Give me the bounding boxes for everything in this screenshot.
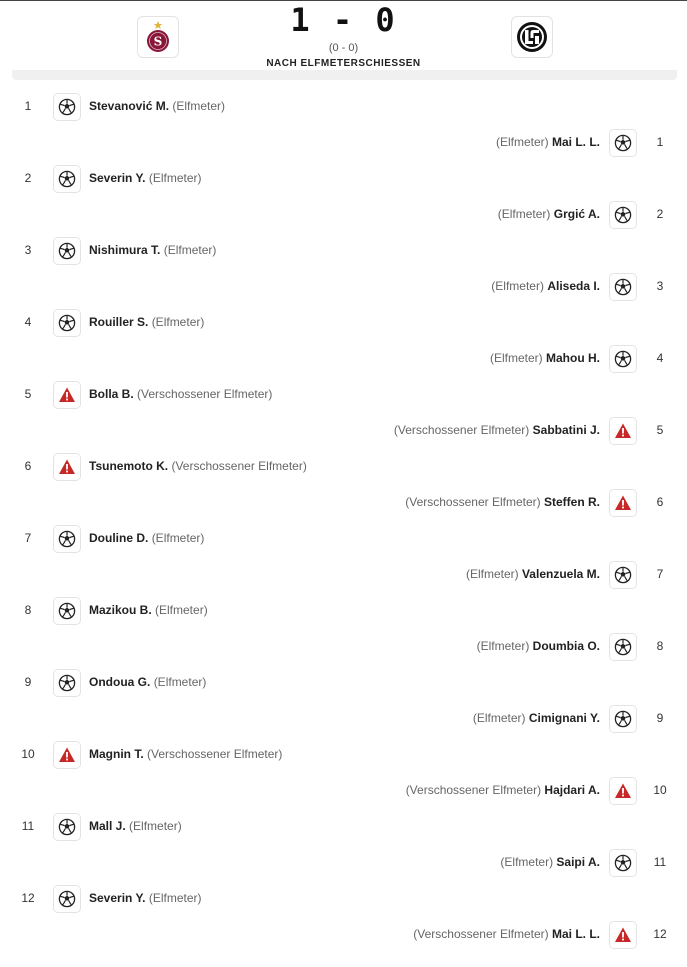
penalty-type: (Elfmeter): [151, 531, 205, 545]
penalty-number: 11: [653, 855, 667, 869]
header-divider: [12, 70, 677, 80]
missed-penalty-icon: [58, 458, 76, 476]
penalty-icon-box[interactable]: [53, 741, 81, 769]
penalty-number: 9: [24, 675, 32, 689]
player-name[interactable]: Magnin T.: [89, 747, 144, 761]
penalty-row-away: [0, 701, 687, 737]
soccer-ball-icon: [58, 674, 76, 692]
penalty-text: [491, 279, 600, 293]
penalty-number: 2: [656, 207, 664, 221]
penalty-number: 9: [656, 711, 664, 725]
penalty-icon-box[interactable]: [53, 525, 81, 553]
svg-text:S: S: [153, 34, 163, 49]
penalty-row-away: [0, 413, 687, 449]
penalty-icon-box[interactable]: [53, 813, 81, 841]
player-name[interactable]: Hajdari A.: [544, 783, 600, 797]
player-name[interactable]: Nishimura T.: [89, 243, 161, 257]
penalty-type: (Elfmeter): [148, 891, 202, 905]
penalty-row-home: [0, 305, 687, 341]
penalty-type: (Elfmeter): [155, 603, 208, 617]
soccer-ball-icon: [58, 170, 76, 188]
penalty-type: (Verschossener Elfmeter): [171, 459, 307, 473]
penalty-type: (Elfmeter): [129, 819, 182, 833]
penalty-type: (Elfmeter): [495, 135, 549, 149]
penalty-row-home: [0, 233, 687, 269]
penalty-row-away: [0, 773, 687, 809]
penalty-number: 7: [24, 531, 32, 545]
penalty-icon-box[interactable]: [609, 201, 637, 229]
penalty-type: (Elfmeter): [163, 243, 217, 257]
penalty-icon-box[interactable]: [53, 237, 81, 265]
match-header: [0, 0, 687, 72]
penalty-row-home: [0, 89, 687, 125]
penalty-type: (Elfmeter): [153, 675, 207, 689]
missed-penalty-icon: [614, 782, 632, 800]
penalty-row-home: [0, 593, 687, 629]
player-name[interactable]: Valenzuela M.: [521, 567, 600, 581]
soccer-ball-icon: [614, 854, 632, 872]
penalty-number: 6: [656, 495, 664, 509]
penalty-icon-box[interactable]: [609, 129, 637, 157]
penalty-row-home: [0, 665, 687, 701]
penalty-row-home: [0, 881, 687, 917]
penalty-row-home: [0, 809, 687, 845]
penalty-text: [406, 783, 600, 797]
penalty-text: [89, 171, 202, 185]
penalty-number: 11: [21, 819, 35, 833]
penalty-row-away: [0, 557, 687, 593]
missed-penalty-icon: [58, 746, 76, 764]
penalty-number: 12: [21, 891, 35, 905]
soccer-ball-icon: [58, 530, 76, 548]
penalty-type: (Elfmeter): [489, 351, 543, 365]
penalty-number: 3: [656, 279, 664, 293]
player-name[interactable]: Steffen R.: [543, 495, 600, 509]
match-score: 1 - 0: [290, 1, 397, 39]
penalty-type: (Elfmeter): [491, 279, 544, 293]
penalty-type: (Verschossener Elfmeter): [413, 927, 549, 941]
penalty-number: 1: [656, 135, 664, 149]
match-status: NACH ELFMETERSCHIESSEN: [266, 58, 421, 69]
penalty-number: 3: [24, 243, 32, 257]
penalty-row-home: [0, 737, 687, 773]
soccer-ball-icon: [58, 890, 76, 908]
penalty-type: (Elfmeter): [151, 315, 205, 329]
soccer-ball-icon: [614, 206, 632, 224]
player-name[interactable]: Aliseda I.: [547, 279, 600, 293]
penalty-icon-box[interactable]: [53, 885, 81, 913]
penalty-text: [89, 819, 182, 833]
penalty-number: 5: [656, 423, 664, 437]
missed-penalty-icon: [614, 494, 632, 512]
soccer-ball-icon: [614, 350, 632, 368]
penalty-icon-box[interactable]: [609, 705, 637, 733]
penalty-row-home: [0, 161, 687, 197]
penalty-text: [89, 315, 204, 329]
penalty-type: (Elfmeter): [476, 639, 530, 653]
penalty-icon-box[interactable]: [53, 669, 81, 697]
penalty-icon-box[interactable]: [609, 273, 637, 301]
player-name[interactable]: Rouiller S.: [89, 315, 149, 329]
penalty-type: (Verschossener Elfmeter): [405, 495, 541, 509]
penalty-icon-box[interactable]: [609, 777, 637, 805]
missed-penalty-icon: [614, 422, 632, 440]
penalty-icon-box[interactable]: [53, 165, 81, 193]
penalty-row-away: [0, 917, 687, 953]
penalty-text: [89, 747, 282, 761]
penalty-icon-box[interactable]: [609, 561, 637, 589]
player-name[interactable]: Mall J.: [89, 819, 126, 833]
penalty-icon-box[interactable]: [609, 849, 637, 877]
penalty-text: [89, 531, 204, 545]
penalty-icon-box[interactable]: [609, 633, 637, 661]
penalty-type: (Verschossener Elfmeter): [405, 783, 542, 797]
player-name[interactable]: Tsunemoto K.: [89, 459, 169, 473]
penalty-row-home: [0, 521, 687, 557]
penalty-number: 5: [24, 387, 32, 401]
player-name[interactable]: Mazikou B.: [89, 603, 152, 617]
penalty-text: [394, 423, 600, 437]
player-name[interactable]: Mahou H.: [546, 351, 600, 365]
penalty-type: (Verschossener Elfmeter): [137, 387, 273, 401]
penalty-number: 10: [21, 747, 35, 761]
penalty-number: 8: [656, 639, 664, 653]
penalty-number: 2: [24, 171, 32, 185]
penalty-icon-box[interactable]: [609, 489, 637, 517]
penalty-type: (Elfmeter): [465, 567, 519, 581]
penalty-text: [405, 495, 600, 509]
penalty-text: [89, 387, 272, 401]
soccer-ball-icon: [58, 242, 76, 260]
soccer-ball-icon: [58, 602, 76, 620]
player-name[interactable]: Ondoua G.: [89, 675, 151, 689]
penalty-type: (Elfmeter): [172, 99, 226, 113]
soccer-ball-icon: [614, 710, 632, 728]
penalty-text: [89, 99, 225, 113]
penalty-text: [89, 891, 202, 905]
player-name[interactable]: Stevanović M.: [89, 99, 170, 113]
penalty-text: [496, 135, 600, 149]
player-name[interactable]: Sabbatini J.: [532, 423, 600, 437]
away-team-logo[interactable]: [511, 16, 553, 58]
soccer-ball-icon: [58, 818, 76, 836]
penalty-number: 1: [24, 99, 32, 113]
penalty-text: [490, 351, 600, 365]
player-name[interactable]: Doumbia O.: [532, 639, 600, 653]
penalty-icon-box[interactable]: [53, 597, 81, 625]
soccer-ball-icon: [58, 314, 76, 332]
player-name[interactable]: Mai L. L.: [552, 135, 600, 149]
penalty-type: (Verschossener Elfmeter): [393, 423, 530, 437]
player-name[interactable]: Severin Y.: [89, 171, 146, 185]
penalty-row-home: [0, 377, 687, 413]
penalty-text: [473, 711, 600, 725]
penalty-number: 6: [24, 459, 32, 473]
penalty-number: 8: [24, 603, 32, 617]
penalty-text: [466, 567, 600, 581]
penalty-type: (Elfmeter): [500, 855, 554, 869]
penalty-icon-box[interactable]: [53, 381, 81, 409]
penalty-text: [89, 459, 307, 473]
penalty-row-away: [0, 197, 687, 233]
penalty-text: [89, 603, 208, 617]
player-name[interactable]: Douline D.: [89, 531, 149, 545]
penalty-icon-box[interactable]: [609, 345, 637, 373]
missed-penalty-icon: [614, 926, 632, 944]
penalty-text: [89, 243, 216, 257]
penalty-text: [89, 675, 206, 689]
penalty-number: 4: [656, 351, 664, 365]
svg-text:L: L: [531, 40, 533, 41]
soccer-ball-icon: [58, 98, 76, 116]
penalty-type: (Elfmeter): [148, 171, 202, 185]
soccer-ball-icon: [614, 566, 632, 584]
penalty-icon-box[interactable]: [609, 417, 637, 445]
penalty-type: (Elfmeter): [497, 207, 551, 221]
player-name[interactable]: Mai L. L.: [552, 927, 600, 941]
soccer-ball-icon: [614, 134, 632, 152]
missed-penalty-icon: [58, 386, 76, 404]
player-name[interactable]: Bolla B.: [89, 387, 134, 401]
penalty-type: (Elfmeter): [472, 711, 526, 725]
soccer-ball-icon: [614, 638, 632, 656]
player-name[interactable]: Grgić A.: [553, 207, 600, 221]
penalty-row-away: [0, 845, 687, 881]
penalty-number: 12: [653, 927, 667, 941]
player-name[interactable]: Cimignani Y.: [528, 711, 600, 725]
penalty-row-away: [0, 269, 687, 305]
penalty-icon-box[interactable]: [53, 453, 81, 481]
lugano-crest-icon: [515, 20, 549, 54]
penalty-text: [477, 639, 600, 653]
penalty-icon-box[interactable]: [53, 309, 81, 337]
penalty-number: 10: [653, 783, 667, 797]
penalty-row-away: [0, 125, 687, 161]
player-name[interactable]: Saipi A.: [556, 855, 600, 869]
player-name[interactable]: Severin Y.: [89, 891, 146, 905]
penalty-text: [498, 207, 600, 221]
penalty-text: [413, 927, 600, 941]
penalty-type: (Verschossener Elfmeter): [147, 747, 283, 761]
penalty-icon-box[interactable]: [609, 921, 637, 949]
penalty-row-away: [0, 485, 687, 521]
penalty-row-home: [0, 449, 687, 485]
penalty-icon-box[interactable]: [53, 93, 81, 121]
soccer-ball-icon: [614, 278, 632, 296]
penalty-number: 4: [24, 315, 32, 329]
penalty-text: [500, 855, 600, 869]
penalty-row-away: [0, 341, 687, 377]
penalty-number: 7: [656, 567, 664, 581]
penalty-row-away: [0, 629, 687, 665]
halftime-score: (0 - 0): [328, 42, 359, 54]
